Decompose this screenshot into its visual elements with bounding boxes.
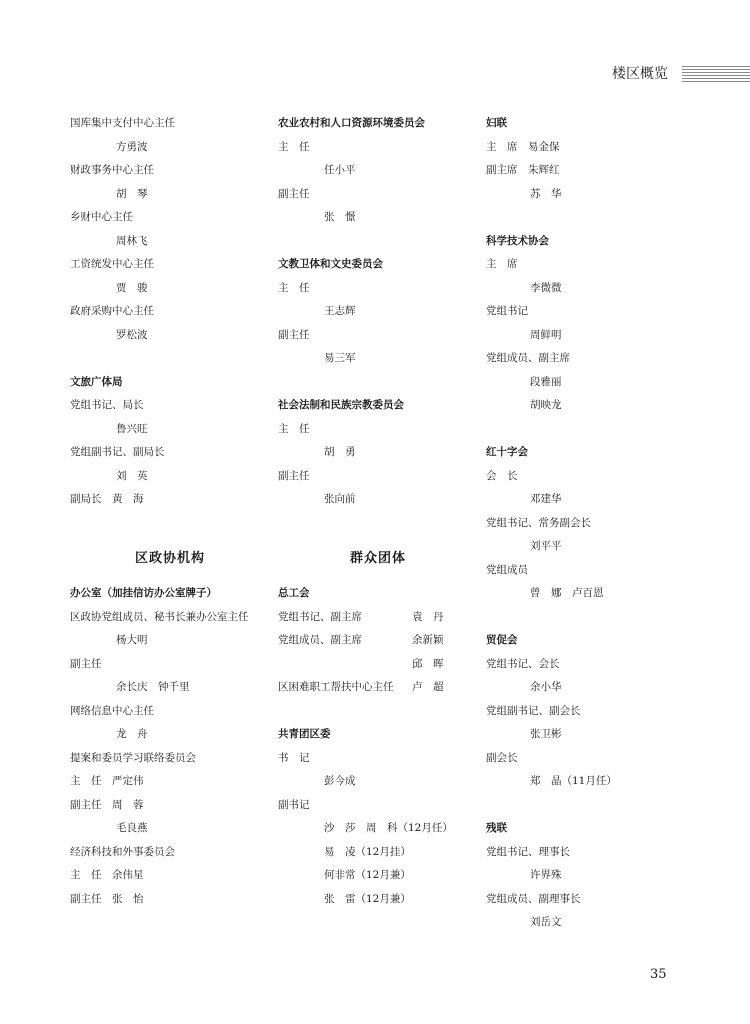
person-name: 毛良燕 — [116, 822, 148, 834]
person-name: 段雅丽 — [530, 375, 562, 388]
person-name: 鲁兴旺 — [116, 422, 148, 435]
spacer — [486, 606, 686, 630]
person-name: 邓建华 — [530, 493, 562, 505]
role-label: 党组成员、副主席 — [278, 634, 362, 646]
person-name: 卢 超 — [412, 681, 444, 693]
title-line: 党组副书记、副局长 — [70, 446, 165, 458]
title-line: 财政事务中心主任 — [70, 164, 154, 176]
spacer — [278, 700, 478, 724]
title-line — [278, 653, 478, 677]
section-heading: 红十字会 — [486, 446, 528, 458]
person-name: 任小平 — [324, 164, 356, 176]
person-name: 邱 晖 — [412, 657, 444, 670]
page-number: 35 — [650, 967, 667, 982]
title-line: 党组书记、理事长 — [486, 845, 570, 858]
title-line: 书 记 — [278, 751, 310, 764]
person-name: 王志辉 — [324, 305, 356, 317]
section-title-big: 区政协机构 — [134, 551, 205, 566]
person-name: 余长庆 钟千里 — [116, 681, 190, 693]
person-name: 胡 琴 — [116, 187, 148, 200]
person-name: 张向前 — [324, 493, 356, 505]
title-line: 副主任 张 怡 — [70, 892, 144, 905]
title-line: 主 任 — [278, 281, 310, 294]
spacer — [278, 371, 478, 395]
title-line: 副会长 — [486, 751, 518, 764]
person-name: 刘岳文 — [530, 916, 562, 928]
title-line: 区政协党组成员、秘书长兼办公室主任 — [70, 610, 249, 623]
spacer — [70, 512, 270, 536]
person-name: 张 憬 — [324, 211, 356, 223]
person-name: 易三军 — [324, 352, 356, 364]
section-heading: 残联 — [486, 822, 507, 834]
person-name: 龙 舟 — [116, 728, 148, 740]
title-line: 主 任 — [278, 140, 310, 153]
person-name: 曾 娜 卢百恩 — [530, 587, 604, 599]
title-line: 会 长 — [486, 469, 518, 482]
section-title-big: 群众团体 — [349, 551, 406, 566]
title-line: 副主任 — [278, 328, 310, 341]
title-line — [278, 606, 478, 630]
person-name: 杨大明 — [116, 634, 148, 646]
title-line: 副书记 — [278, 798, 310, 811]
section-heading: 科学技术协会 — [486, 234, 549, 247]
person-name: 周鲜明 — [530, 328, 562, 341]
person-name: 易 凌（12月挂） — [324, 845, 411, 858]
title-line: 主 任 — [278, 422, 310, 435]
spacer — [486, 794, 686, 818]
person-name: 李微微 — [530, 281, 562, 294]
spacer — [486, 418, 686, 442]
title-line: 副主任 — [278, 469, 310, 482]
column-right — [486, 112, 686, 935]
title-line: 网络信息中心主任 — [70, 704, 154, 717]
title-line: 经济科技和外事委员会 — [70, 845, 175, 858]
column-left — [70, 112, 270, 911]
person-name: 余新颖 — [412, 634, 444, 646]
section-heading: 总工会 — [278, 587, 310, 599]
spacer — [486, 206, 686, 230]
title-line: 副主席 朱辉红 — [486, 164, 560, 176]
title-line: 副主任 周 蓉 — [70, 798, 144, 811]
title-line: 国库集中支付中心主任 — [70, 117, 175, 129]
person-name: 方勇波 — [116, 140, 148, 153]
title-line: 乡财中心主任 — [70, 211, 133, 223]
person-name: 刘 英 — [116, 469, 148, 482]
role-label: 区困难职工帮扶中心主任 — [278, 681, 394, 693]
title-line: 政府采购中心主任 — [70, 305, 154, 317]
title-line: 副主任 — [278, 187, 310, 200]
title-line: 提案和委员学习联络委员会 — [70, 751, 196, 764]
spacer — [278, 230, 478, 254]
title-line: 党组书记 — [486, 305, 528, 317]
title-line: 党组成员 — [486, 563, 528, 576]
section-heading: 共青团区委 — [278, 728, 331, 740]
spacer — [70, 347, 270, 371]
section-heading: 文旅广体局 — [70, 375, 123, 388]
title-line: 党组书记、常务副会长 — [486, 516, 591, 529]
title-line: 副局长 黄 海 — [70, 493, 144, 505]
column-middle — [278, 112, 478, 911]
spacer — [278, 512, 478, 536]
person-name: 刘平平 — [530, 540, 562, 552]
person-name: 贾 骏 — [116, 281, 148, 294]
person-name: 郑 晶（11月任） — [530, 775, 617, 787]
title-line — [278, 676, 478, 700]
title-line: 党组成员、副主席 — [486, 352, 570, 364]
person-name: 张卫彬 — [530, 728, 562, 740]
person-name: 许界殊 — [530, 869, 562, 881]
section-heading: 妇联 — [486, 117, 507, 129]
person-name: 沙 莎 周 科（12月任） — [324, 822, 453, 834]
title-line: 主 席 — [486, 258, 518, 270]
section-heading: 办公室（加挂信访办公室牌子） — [70, 587, 217, 599]
title-line: 主 任 余伟星 — [70, 869, 144, 881]
section-heading: 文教卫体和文史委员会 — [278, 258, 383, 270]
person-name: 胡映龙 — [530, 399, 562, 411]
title-line — [278, 629, 478, 653]
header-decorative-lines — [682, 66, 750, 82]
person-name: 罗松波 — [116, 328, 148, 341]
title-line: 主 任 严定伟 — [70, 775, 144, 787]
title-line: 党组副书记、副会长 — [486, 704, 581, 717]
title-line: 党组书记、局长 — [70, 399, 144, 411]
person-name: 胡 勇 — [324, 446, 356, 458]
title-line: 党组书记、会长 — [486, 657, 560, 670]
person-name: 苏 华 — [530, 187, 562, 200]
person-name: 余小华 — [530, 681, 562, 693]
section-heading: 农业农村和人口资源环境委员会 — [278, 117, 425, 129]
page-header-title: 楼区概览 — [612, 66, 668, 82]
title-line: 党组成员、副理事长 — [486, 892, 581, 905]
person-name: 周林飞 — [116, 234, 148, 247]
title-line: 副主任 — [70, 657, 102, 670]
person-name: 张 雷（12月兼） — [324, 892, 411, 905]
person-name: 袁 丹 — [412, 610, 444, 623]
section-heading: 社会法制和民族宗教委员会 — [278, 399, 404, 411]
title-line: 工资统发中心主任 — [70, 258, 154, 270]
title-line: 主 席 易金保 — [486, 140, 560, 153]
person-name: 彭今成 — [324, 775, 356, 787]
section-heading: 贸促会 — [486, 634, 518, 646]
person-name: 何非常（12月兼） — [324, 869, 411, 881]
role-label: 党组书记、副主席 — [278, 610, 362, 623]
